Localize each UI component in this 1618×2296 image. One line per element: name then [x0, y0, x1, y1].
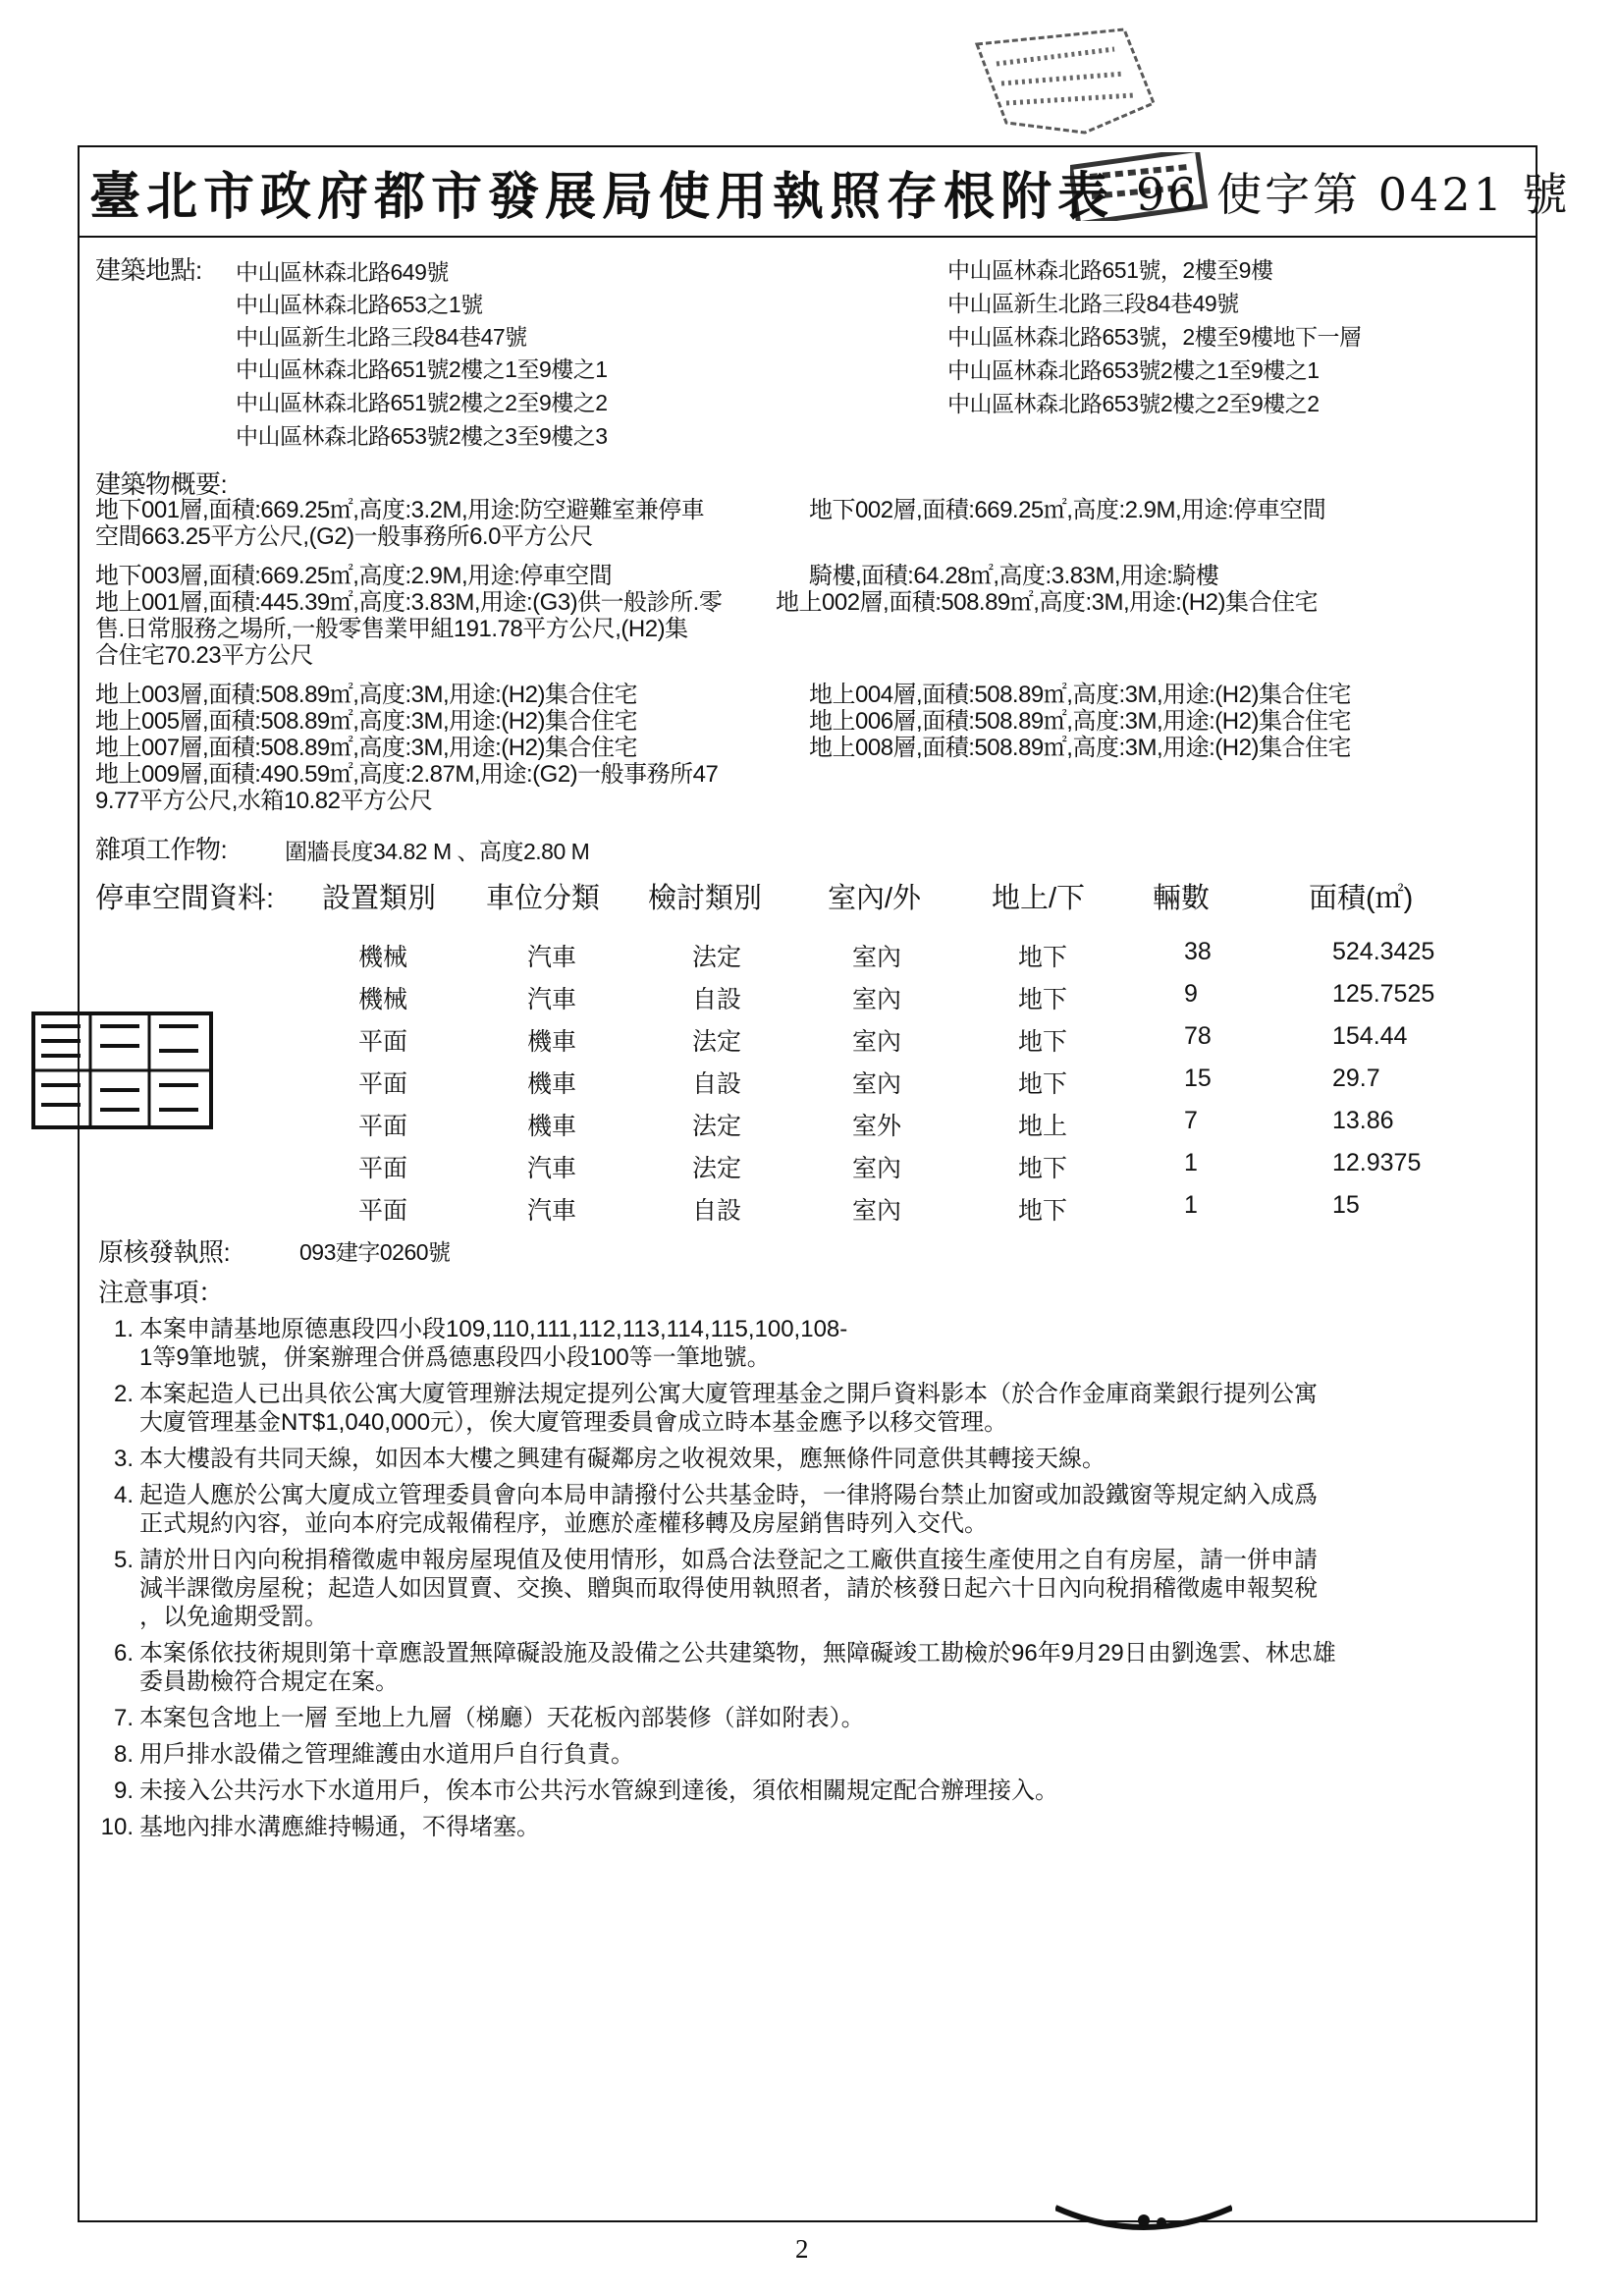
parking-cell: 7 — [1184, 1107, 1198, 1134]
parking-cell: 1 — [1184, 1191, 1198, 1219]
note-number: 6. — [113, 1640, 134, 1667]
bottom-seal-fragment — [1055, 2203, 1232, 2247]
note-item — [98, 1546, 1318, 1631]
parking-cell: 機械 — [358, 944, 408, 971]
note-item — [98, 1481, 1318, 1538]
note-line: 減半課徵房屋稅；起造人如因買賣、交換、贈與而取得使用執照者，請於核發日起六十日內向稅捐稽徵處申報契稅 — [139, 1575, 1318, 1602]
parking-cell: 室內 — [852, 1155, 902, 1182]
parking-cell: 地下 — [1018, 1155, 1068, 1182]
title-text: 臺北市政府都市發展局使用執照存根附表 — [89, 166, 1115, 227]
parking-cell: 29.7 — [1332, 1065, 1380, 1092]
parking-cell: 平面 — [358, 1113, 408, 1140]
floor-3f: 地上003層,面積:508.89㎡,高度:3M,用途:(H2)集合住宅 — [95, 682, 637, 708]
parking-header: 地上/下 — [992, 883, 1086, 914]
note-line: 起造人應於公寓大廈成立管理委員會向本局申請撥付公共基金時，一律將陽台禁止加窗或加設鐵窗等規定納入成爲 — [139, 1482, 1318, 1508]
parking-cell: 地下 — [1018, 1070, 1068, 1098]
floor-1f-cont: 合住宅70.23平方公尺 — [95, 642, 314, 669]
site-address: 中山區林森北路649號 — [236, 259, 449, 285]
note-line: 委員勘檢符合規定在案。 — [139, 1668, 399, 1695]
original-license-label: 原核發執照: — [98, 1237, 231, 1267]
site-address: 中山區林森北路651號2樓之1至9樓之1 — [236, 356, 608, 382]
parking-header: 室內/外 — [828, 883, 922, 914]
parking-cell: 機車 — [527, 1070, 577, 1098]
parking-cell: 9 — [1184, 980, 1198, 1008]
parking-cell: 524.3425 — [1332, 938, 1435, 965]
floor-7f: 地上007層,面積:508.89㎡,高度:3M,用途:(H2)集合住宅 — [95, 735, 637, 761]
page-frame — [78, 145, 1571, 2222]
note-line: 未接入公共污水下水道用戶，俟本市公共污水管線到達後，須依相關規定配合辦理接入。 — [139, 1777, 1058, 1804]
floor-b2: 地下002層,面積:669.25㎡,高度:2.9M,用途:停車空間 — [809, 497, 1326, 523]
parking-cell: 法定 — [692, 944, 742, 971]
note-line: 本案起造人已出具依公寓大廈管理辦法規定提列公寓大廈管理基金之開戶資料影本（於合作金庫商業銀行提列公寓 — [139, 1381, 1318, 1407]
note-line: 請於卅日內向稅捐稽徵處申報房屋現值及使用情形，如爲合法登記之工廠供直接生產使用之自有房屋，請一併申請 — [139, 1547, 1318, 1573]
site-address: 中山區林森北路653號2樓之1至9樓之1 — [947, 357, 1320, 383]
floor-9f-cont: 9.77平方公尺,水箱10.82平方公尺 — [95, 788, 433, 814]
permit-number: 96 使字第 0421 號 — [1136, 168, 1571, 221]
parking-cell: 地下 — [1018, 986, 1068, 1013]
note-line: 本案係依技術規則第十章應設置無障礙設施及設備之公共建築物，無障礙竣工勘檢於96年9月29日由劉逸雲、林忠雄 — [139, 1640, 1336, 1667]
site-address: 中山區新生北路三段84巷47號 — [236, 324, 527, 350]
parking-cell: 地上 — [1018, 1113, 1068, 1140]
note-item — [98, 1445, 1106, 1473]
floor-b1-cont: 空間663.25平方公尺,(G2)一般事務所6.0平方公尺 — [95, 523, 593, 550]
site-address: 中山區林森北路653之1號 — [236, 292, 483, 317]
title-stamp — [1070, 152, 1208, 221]
misc-value: 圍牆長度34.82 M 、高度2.80 M — [285, 839, 590, 864]
note-item — [98, 1777, 1058, 1805]
note-item — [98, 1639, 1336, 1696]
parking-cell: 汽車 — [527, 1155, 577, 1182]
parking-header: 檢討類別 — [648, 883, 763, 914]
parking-cell: 法定 — [692, 1155, 742, 1182]
parking-cell: 125.7525 — [1332, 980, 1435, 1008]
note-line: 大廈管理基金NT$1,040,000元），俟大廈管理委員會成立時本基金應予以移交管理。 — [139, 1409, 1008, 1436]
note-item — [98, 1704, 865, 1732]
seal-left-text: 臺北市政府都市發展局 — [31, 1011, 41, 1012]
parking-cell: 汽車 — [527, 1197, 577, 1225]
floor-b3: 地下003層,面積:669.25㎡,高度:2.9M,用途:停車空間 — [95, 563, 613, 589]
floor-5f: 地上005層,面積:508.89㎡,高度:3M,用途:(H2)集合住宅 — [95, 708, 637, 735]
floor-arcade: 騎樓,面積:64.28㎡,高度:3.83M,用途:騎樓 — [809, 563, 1219, 589]
parking-cell: 室外 — [852, 1113, 902, 1140]
floor-9f: 地上009層,面積:490.59㎡,高度:2.87M,用途:(G2)一般事務所47 — [95, 761, 719, 788]
seal-left — [31, 1011, 213, 1129]
note-line: ，以免逾期受罰。 — [139, 1604, 328, 1630]
note-number: 3. — [113, 1446, 134, 1472]
notes-label: 注意事項： — [98, 1278, 224, 1307]
parking-cell: 78 — [1184, 1022, 1212, 1050]
parking-cell: 平面 — [358, 1197, 408, 1225]
parking-cell: 地下 — [1018, 944, 1068, 971]
parking-cell: 室內 — [852, 986, 902, 1013]
note-number: 8. — [113, 1741, 134, 1768]
note-line: 本案包含地上一層 至地上九層（梯廳）天花板內部裝修（詳如附表）。 — [139, 1705, 865, 1731]
note-item — [98, 1813, 540, 1841]
parking-cell: 室內 — [852, 944, 902, 971]
note-number: 4. — [113, 1482, 134, 1508]
site-address: 中山區林森北路653號2樓之3至9樓之3 — [236, 423, 608, 449]
title-rule — [80, 236, 1536, 238]
parking-cell: 法定 — [692, 1028, 742, 1056]
parking-cell: 平面 — [358, 1028, 408, 1056]
parking-cell: 154.44 — [1332, 1022, 1408, 1050]
floor-2f: 地上002層,面積:508.89㎡,高度:3M,用途:(H2)集合住宅 — [776, 589, 1318, 616]
note-line: 用戶排水設備之管理維護由水道用戶自行負責。 — [139, 1741, 634, 1768]
parking-header: 車位分類 — [486, 883, 601, 914]
seal-stamp-top — [967, 25, 1163, 142]
document-title — [89, 157, 1570, 226]
site-address: 中山區林森北路651號，2樓至9樓 — [947, 257, 1273, 283]
note-number: 5. — [113, 1547, 134, 1573]
note-item — [98, 1740, 634, 1769]
parking-cell: 汽車 — [527, 944, 577, 971]
note-number: 7. — [113, 1705, 134, 1731]
note-number: 9. — [113, 1777, 134, 1804]
parking-cell: 機車 — [527, 1028, 577, 1056]
parking-cell: 室內 — [852, 1028, 902, 1056]
parking-cell: 15 — [1332, 1191, 1360, 1219]
parking-header: 輛數 — [1153, 883, 1211, 914]
note-item — [98, 1380, 1318, 1437]
parking-cell: 室內 — [852, 1197, 902, 1225]
note-line: 本案申請基地原德惠段四小段109,110,111,112,113,114,115,100,108- — [139, 1316, 848, 1342]
note-number: 1. — [113, 1316, 134, 1342]
parking-cell: 室內 — [852, 1070, 902, 1098]
parking-cell: 13.86 — [1332, 1107, 1394, 1134]
floor-8f: 地上008層,面積:508.89㎡,高度:3M,用途:(H2)集合住宅 — [809, 735, 1351, 761]
parking-cell: 自設 — [692, 1197, 742, 1225]
parking-cell: 汽車 — [527, 986, 577, 1013]
parking-header: 設置類別 — [322, 883, 437, 914]
parking-cell: 38 — [1184, 938, 1212, 965]
note-line: 本大樓設有共同天線，如因本大樓之興建有礙鄰房之收視效果，應無條件同意供其轉接天線。 — [139, 1446, 1106, 1472]
page-number: 2 — [795, 2234, 809, 2264]
parking-cell: 平面 — [358, 1070, 408, 1098]
parking-cell: 機械 — [358, 986, 408, 1013]
site-address: 中山區林森北路653號2樓之2至9樓之2 — [947, 391, 1320, 416]
parking-cell: 法定 — [692, 1113, 742, 1140]
note-line: 基地內排水溝應維持暢通，不得堵塞。 — [139, 1814, 540, 1840]
parking-header: 面積(㎡) — [1309, 883, 1414, 914]
parking-cell: 12.9375 — [1332, 1149, 1422, 1176]
note-item — [98, 1315, 847, 1372]
note-number: 2. — [113, 1381, 134, 1407]
parking-cell: 1 — [1184, 1149, 1198, 1176]
original-license-value: 093建字0260號 — [299, 1239, 451, 1265]
building-label: 建築物概要: — [95, 469, 228, 499]
parking-cell: 地下 — [1018, 1028, 1068, 1056]
parking-cell: 地下 — [1018, 1197, 1068, 1225]
note-line: 1等9筆地號，併案辦理合併爲德惠段四小段100等一筆地號。 — [139, 1344, 771, 1371]
parking-cell: 15 — [1184, 1065, 1212, 1092]
site-address: 中山區林森北路651號2樓之2至9樓之2 — [236, 390, 608, 415]
floor-6f: 地上006層,面積:508.89㎡,高度:3M,用途:(H2)集合住宅 — [809, 708, 1351, 735]
floor-b1: 地下001層,面積:669.25㎡,高度:3.2M,用途:防空避難室兼停車 — [95, 497, 705, 523]
parking-cell: 機車 — [527, 1113, 577, 1140]
parking-cell: 平面 — [358, 1155, 408, 1182]
floor-4f: 地上004層,面積:508.89㎡,高度:3M,用途:(H2)集合住宅 — [809, 682, 1351, 708]
floor-1f: 地上001層,面積:445.39㎡,高度:3.83M,用途:(G3)供一般診所.零 — [95, 589, 723, 616]
parking-cell: 自設 — [692, 1070, 742, 1098]
parking-label: 停車空間資料: — [95, 883, 275, 914]
note-number: 10. — [100, 1814, 134, 1840]
site-address: 中山區林森北路653號，2樓至9樓地下一層 — [947, 324, 1362, 350]
misc-label: 雜項工作物: — [95, 835, 228, 864]
site-address: 中山區新生北路三段84巷49號 — [947, 291, 1239, 316]
site-label: 建築地點: — [95, 255, 202, 285]
note-line: 正式規約內容，並向本府完成報備程序，並應於產權移轉及房屋銷售時列入交代。 — [139, 1510, 988, 1537]
floor-1f-cont: 售.日常服務之場所,一般零售業甲組191.78平方公尺,(H2)集 — [95, 616, 688, 642]
parking-cell: 自設 — [692, 986, 742, 1013]
